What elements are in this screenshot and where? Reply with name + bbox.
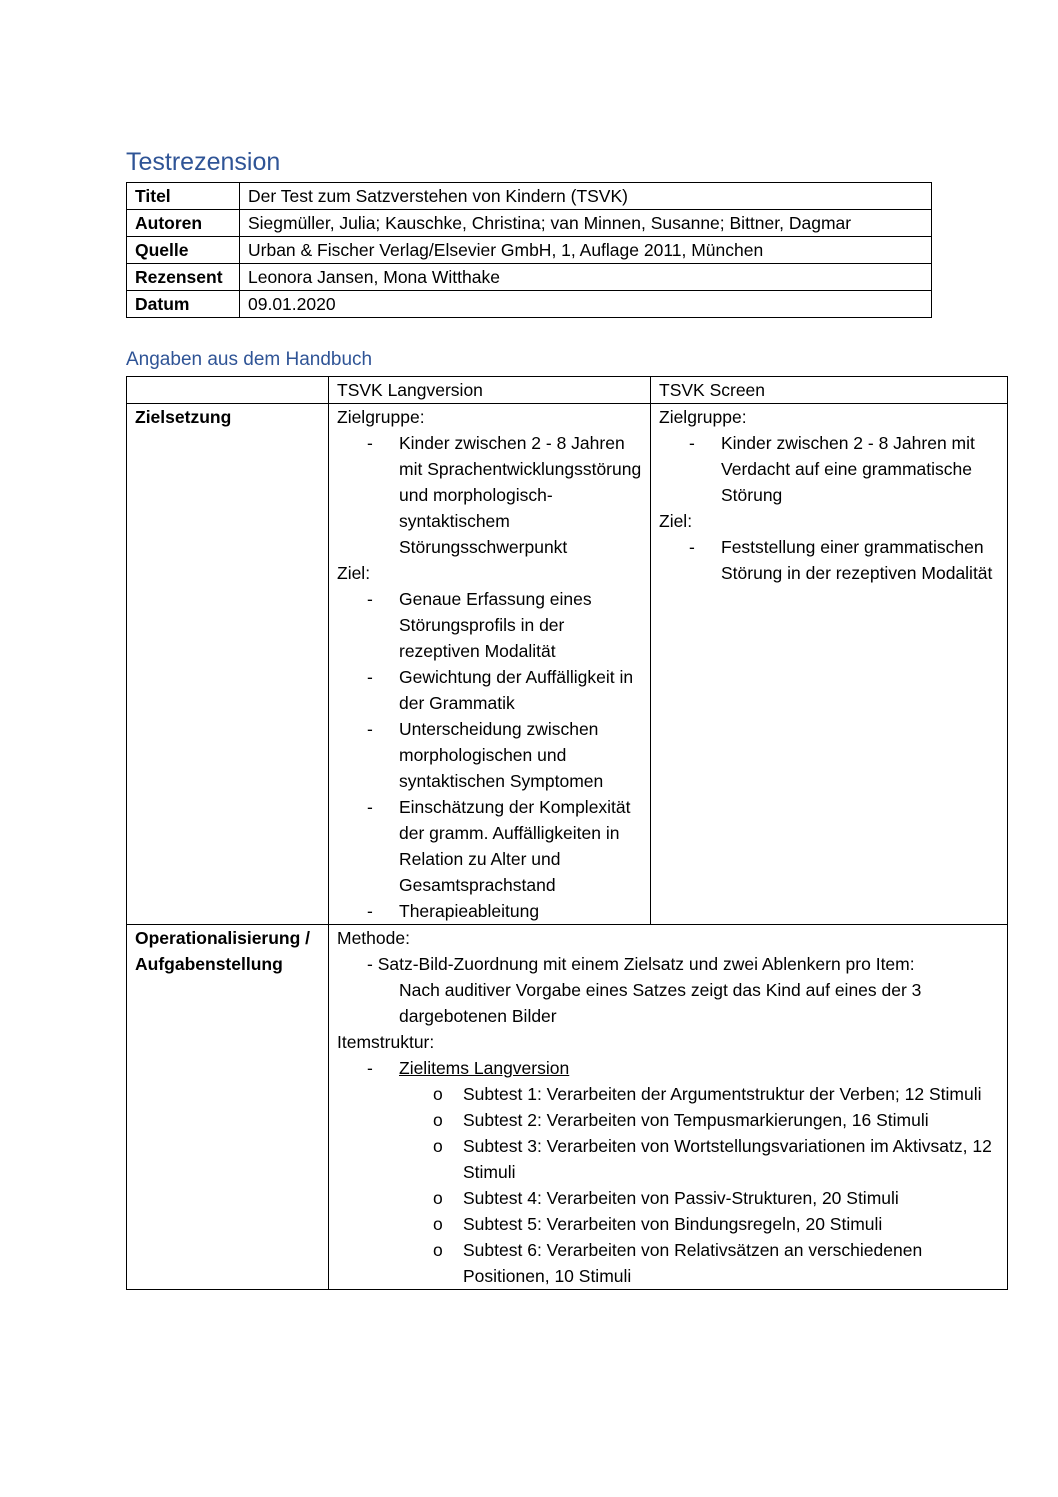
- column-header-screen: TSVK Screen: [651, 377, 1008, 404]
- meta-key: Quelle: [127, 237, 240, 264]
- page-title: Testrezension: [126, 148, 281, 176]
- sublist-item: [337, 1237, 999, 1289]
- meta-value: Leonora Jansen, Mona Witthake: [240, 264, 932, 291]
- dash-marker: -: [367, 1058, 373, 1078]
- dash-marker: -: [367, 719, 373, 739]
- list-item-text: Einschätzung der Komplexität der gramm. Auffälligkeiten in Relation zu Alter und Gesamtsprachstand: [399, 797, 631, 895]
- list-item-text: Kinder zwischen 2 - 8 Jahren mit Verdacht auf eine grammatische Störung: [721, 433, 975, 505]
- list-item: [337, 951, 999, 1029]
- list-item: [337, 1055, 999, 1081]
- cell-operationalisierung: [329, 925, 1008, 1290]
- table-row: [127, 237, 932, 264]
- list-item: [337, 664, 642, 716]
- circle-marker: o: [433, 1214, 443, 1234]
- list-item-text: Kinder zwischen 2 - 8 Jahren mit Sprachentwicklungsstörung und morphologisch-syntaktischem Störungsschwerpunkt: [399, 433, 642, 557]
- circle-marker: o: [433, 1240, 443, 1260]
- table-row: [127, 210, 932, 237]
- meta-value: Siegmüller, Julia; Kauschke, Christina; van Minnen, Susanne; Bittner, Dagmar: [240, 210, 932, 237]
- list-item-text: Genaue Erfassung eines Störungsprofils in der rezeptiven Modalität: [399, 589, 592, 661]
- subheading: Itemstruktur:: [337, 1032, 435, 1052]
- list-item-text: Gewichtung der Auffälligkeit in der Grammatik: [399, 667, 634, 713]
- meta-value: Urban & Fischer Verlag/Elsevier GmbH, 1, Auflage 2011, München: [240, 237, 932, 264]
- dash-marker: -: [689, 433, 695, 453]
- dash-marker: -: [367, 901, 373, 921]
- table-row-zielsetzung: [127, 404, 1008, 925]
- circle-marker: o: [433, 1084, 443, 1104]
- sublist-item-text: Subtest 3: Verarbeiten von Wortstellungsvariationen im Aktivsatz, 12 Stimuli: [463, 1136, 992, 1182]
- row-label: Operationalisierung / Aufgabenstellung: [127, 925, 329, 1290]
- dash-marker: -: [689, 537, 695, 557]
- cell-screen: [651, 404, 1008, 925]
- handbook-table: [126, 376, 1008, 1290]
- table-row: [127, 264, 932, 291]
- list-item: [337, 794, 642, 898]
- dash-marker: -: [367, 797, 373, 817]
- meta-key: Datum: [127, 291, 240, 318]
- circle-marker: o: [433, 1110, 443, 1130]
- list-item-text: Zielitems Langversion: [399, 1058, 570, 1078]
- list-item: [659, 534, 999, 586]
- header-empty-cell: [127, 377, 329, 404]
- dash-marker: -: [367, 589, 373, 609]
- list-item-text: - Satz-Bild-Zuordnung mit einem Zielsatz und zwei Ablenkern pro Item:: [367, 954, 915, 974]
- list-item-text: Therapieableitung: [399, 901, 540, 921]
- dash-marker: -: [367, 667, 373, 687]
- sublist-item-text: Subtest 5: Verarbeiten von Bindungsregeln, 20 Stimuli: [463, 1214, 883, 1234]
- list-item: [337, 430, 642, 560]
- sublist-item: [337, 1211, 999, 1237]
- list-item: [337, 586, 642, 664]
- section-heading: Angaben aus dem Handbuch: [126, 349, 373, 370]
- meta-key: Titel: [127, 183, 240, 210]
- meta-key: Rezensent: [127, 264, 240, 291]
- meta-value: Der Test zum Satzverstehen von Kindern (TSVK): [240, 183, 932, 210]
- meta-value: 09.01.2020: [240, 291, 932, 318]
- subheading: Ziel:: [337, 563, 371, 583]
- meta-table: [126, 182, 932, 318]
- list-item-text: Unterscheidung zwischen morphologischen und syntaktischen Symptomen: [399, 719, 604, 791]
- sublist-item-text: Subtest 6: Verarbeiten von Relativsätzen an verschiedenen Positionen, 10 Stimuli: [463, 1240, 923, 1286]
- sublist-item-text: Subtest 4: Verarbeiten von Passiv-Strukturen, 20 Stimuli: [463, 1188, 899, 1208]
- table-row: [127, 183, 932, 210]
- list-item-continuation: Nach auditiver Vorgabe eines Satzes zeigt das Kind auf eines der 3 dargebotenen Bilder: [399, 980, 922, 1026]
- cell-langversion: [329, 404, 651, 925]
- sublist-item: [337, 1133, 999, 1185]
- sublist-item: [337, 1081, 999, 1107]
- list-item: [659, 430, 999, 508]
- table-row-operationalisierung: [127, 925, 1008, 1290]
- row-label: Zielsetzung: [127, 404, 329, 925]
- table-header-row: [127, 377, 1008, 404]
- subheading: Ziel:: [659, 511, 693, 531]
- dash-marker: -: [367, 433, 373, 453]
- list-item: [337, 716, 642, 794]
- sublist-item-text: Subtest 2: Verarbeiten von Tempusmarkierungen, 16 Stimuli: [463, 1110, 929, 1130]
- subheading: Zielgruppe:: [337, 407, 425, 427]
- sublist-item: [337, 1185, 999, 1211]
- circle-marker: o: [433, 1188, 443, 1208]
- list-item-text: Feststellung einer grammatischen Störung in der rezeptiven Modalität: [721, 537, 993, 583]
- subheading: Zielgruppe:: [659, 407, 747, 427]
- column-header-langversion: TSVK Langversion: [329, 377, 651, 404]
- table-row: [127, 291, 932, 318]
- list-item: [337, 898, 642, 924]
- circle-marker: o: [433, 1136, 443, 1156]
- meta-key: Autoren: [127, 210, 240, 237]
- subheading: Methode:: [337, 928, 410, 948]
- sublist-item: [337, 1107, 999, 1133]
- sublist-item-text: Subtest 1: Verarbeiten der Argumentstruktur der Verben; 12 Stimuli: [463, 1084, 982, 1104]
